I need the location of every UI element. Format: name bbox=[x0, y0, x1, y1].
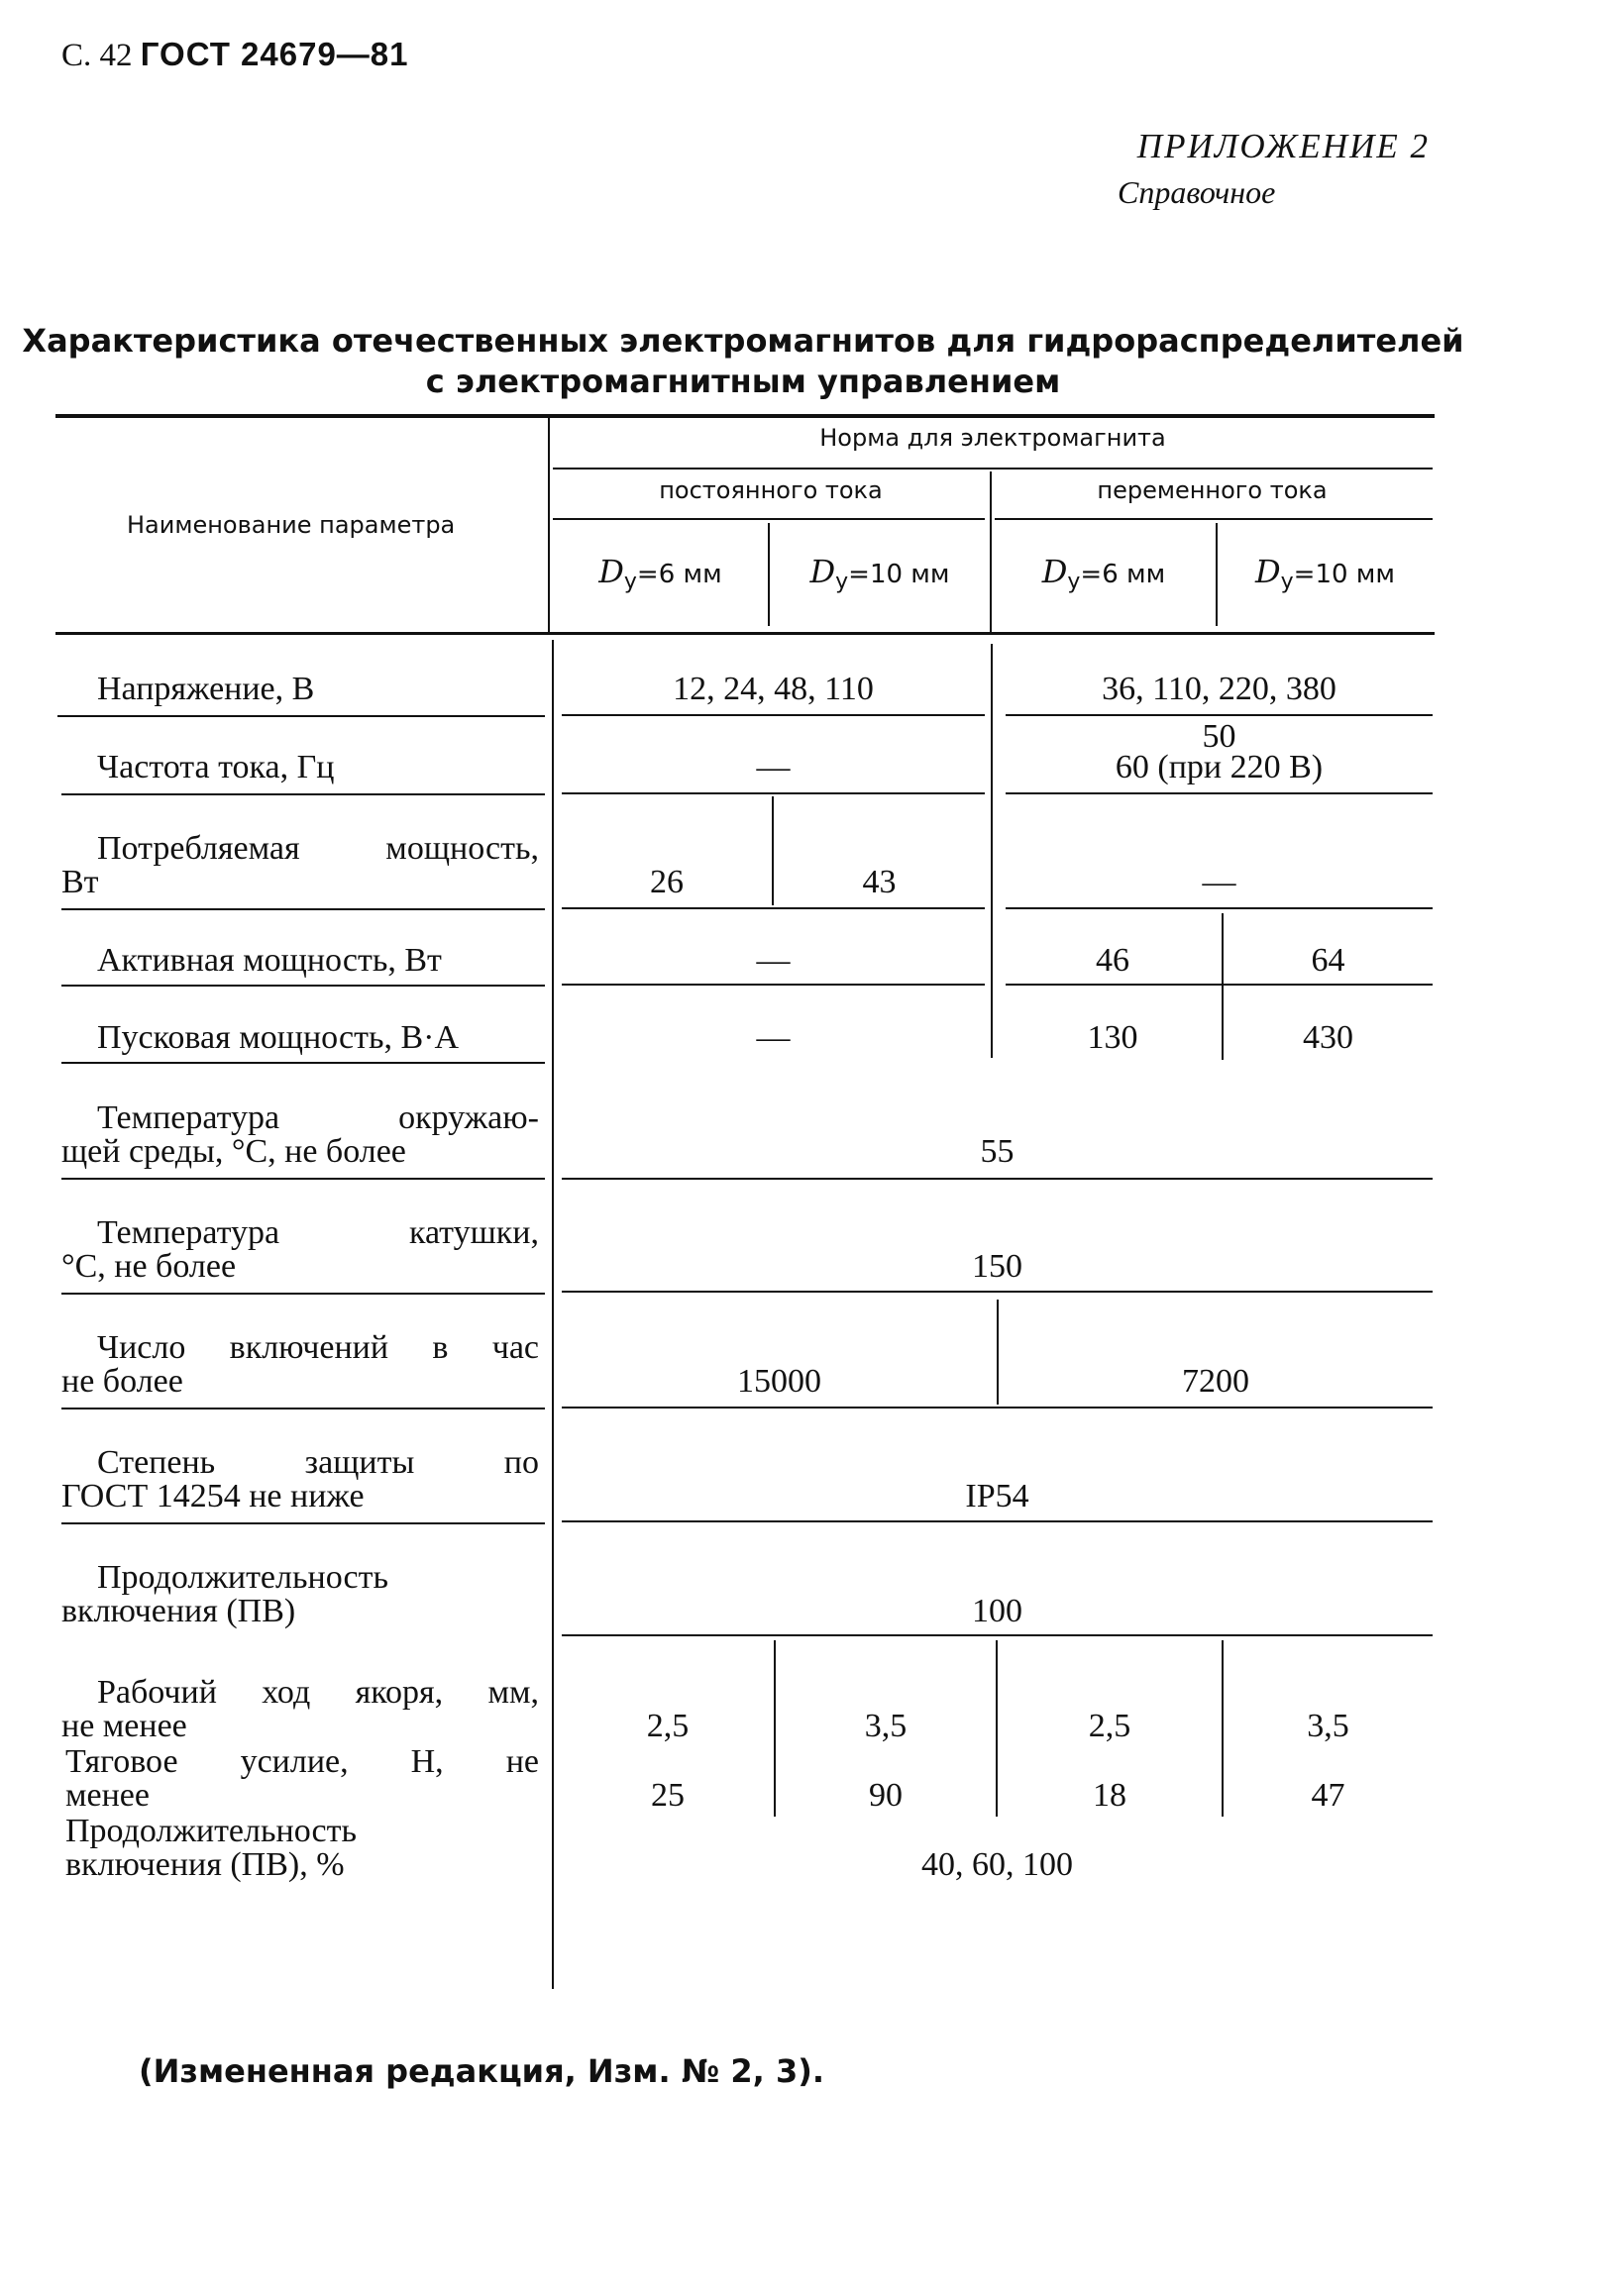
voltage-ac-value: 36, 110, 220, 380 bbox=[1102, 671, 1336, 707]
amendment-note: (Измененная редакция, Изм. № 2, 3). bbox=[139, 2052, 824, 2090]
row-label-force-line-1: Тяговое усилие, Н, не bbox=[65, 1743, 539, 1780]
row-label-coil-temp-line-1: Температура катушки, bbox=[97, 1214, 539, 1251]
dc-dy6-header: $D_у=6$ мм bbox=[598, 553, 722, 595]
row-label-frequency: Частота тока, Гц bbox=[97, 749, 335, 785]
row-label-protection-line-2: ГОСТ 14254 не ниже bbox=[61, 1478, 365, 1514]
page-header bbox=[61, 36, 409, 74]
start-power-dc-value: — bbox=[756, 1019, 791, 1056]
row-label-switchings-line-1: Число включений в час bbox=[97, 1329, 539, 1366]
row-label-power-line-1: Потребляемая мощность, bbox=[97, 830, 539, 867]
force-ac10-value: 47 bbox=[1311, 1777, 1345, 1814]
row-label-stroke-line-2: не менее bbox=[61, 1708, 187, 1744]
frequency-dc-value: — bbox=[756, 749, 791, 785]
dc-column-header: постоянного тока bbox=[659, 476, 883, 504]
stroke-ac6-value: 2,5 bbox=[1088, 1708, 1131, 1744]
protection-value: IP54 bbox=[965, 1478, 1029, 1514]
active-power-ac10-value: 64 bbox=[1311, 942, 1345, 979]
active-power-ac6-value: 46 bbox=[1096, 942, 1129, 979]
ac-column-header: переменного тока bbox=[1097, 476, 1328, 504]
row-label-start-power: Пусковая мощность, В·А bbox=[97, 1019, 460, 1056]
power-dc10-value: 43 bbox=[862, 864, 897, 900]
appendix-type: Справочное bbox=[1118, 174, 1276, 210]
row-label-duty-line-1: Продолжительность bbox=[97, 1559, 388, 1596]
frequency-ac-value-bottom: 60 (при 220 В) bbox=[1115, 749, 1324, 785]
norm-column-header: Норма для электромагнита bbox=[819, 424, 1166, 452]
row-label-coil-temp-line-2: °С, не более bbox=[61, 1248, 237, 1285]
force-dc10-value: 90 bbox=[869, 1777, 903, 1814]
start-power-ac6-value: 130 bbox=[1087, 1019, 1138, 1056]
row-label-force-line-2: менее bbox=[65, 1777, 150, 1814]
row-label-active-power: Активная мощность, Вт bbox=[97, 942, 442, 979]
force-dc6-value: 25 bbox=[651, 1777, 685, 1814]
dc-dy10-header: $D_у=10$ мм bbox=[809, 553, 950, 595]
ac-dy10-header: $D_у=10$ мм bbox=[1254, 553, 1396, 595]
row-label-duty-pct-line-1: Продолжительность bbox=[65, 1813, 357, 1849]
frequency-ac-value-top: 50 bbox=[1202, 718, 1236, 755]
page-number: С. 42 bbox=[61, 38, 133, 73]
ac-dy6-header: $D_у=6$ мм bbox=[1041, 553, 1166, 595]
coil-temp-value: 150 bbox=[972, 1248, 1022, 1285]
duty-value: 100 bbox=[972, 1593, 1022, 1629]
start-power-ac10-value: 430 bbox=[1303, 1019, 1353, 1056]
table-title-line-2: с электромагнитным управлением bbox=[425, 363, 1061, 400]
appendix-label: ПРИЛОЖЕНИЕ 2 bbox=[1136, 127, 1430, 165]
standard-number: ГОСТ 24679—81 bbox=[140, 36, 409, 72]
row-label-duty-line-2: включения (ПВ) bbox=[61, 1593, 296, 1629]
row-label-stroke-line-1: Рабочий ход якоря, мм, bbox=[97, 1674, 539, 1711]
power-ac-value: — bbox=[1202, 864, 1236, 900]
row-label-ambient-temp-line-2: щей среды, °С, не более bbox=[61, 1133, 406, 1170]
row-label-switchings-line-2: не более bbox=[61, 1363, 183, 1400]
active-power-dc-value: — bbox=[756, 942, 791, 979]
row-label-protection-line-1: Степень защиты по bbox=[97, 1444, 539, 1481]
stroke-dc10-value: 3,5 bbox=[864, 1708, 908, 1744]
row-label-power-line-2: Вт bbox=[61, 864, 99, 900]
row-label-duty-pct-line-2: включения (ПВ), % bbox=[65, 1846, 345, 1883]
table-title-line-1: Характеристика отечественных электромагнитов для гидрораспределителей bbox=[22, 322, 1464, 360]
switchings-ac-value: 7200 bbox=[1182, 1363, 1249, 1400]
param-column-header: Наименование параметра bbox=[127, 511, 456, 539]
ambient-temp-value: 55 bbox=[980, 1133, 1015, 1170]
row-label-ambient-temp-line-1: Температура окружаю- bbox=[97, 1099, 539, 1136]
duty-pct-value: 40, 60, 100 bbox=[921, 1846, 1073, 1883]
stroke-dc6-value: 2,5 bbox=[646, 1708, 690, 1744]
voltage-dc-value: 12, 24, 48, 110 bbox=[673, 671, 874, 707]
row-label-voltage: Напряжение, В bbox=[97, 671, 315, 707]
switchings-dc-value: 15000 bbox=[737, 1363, 821, 1400]
force-ac6-value: 18 bbox=[1093, 1777, 1126, 1814]
power-dc6-value: 26 bbox=[650, 864, 684, 900]
stroke-ac10-value: 3,5 bbox=[1307, 1708, 1349, 1744]
